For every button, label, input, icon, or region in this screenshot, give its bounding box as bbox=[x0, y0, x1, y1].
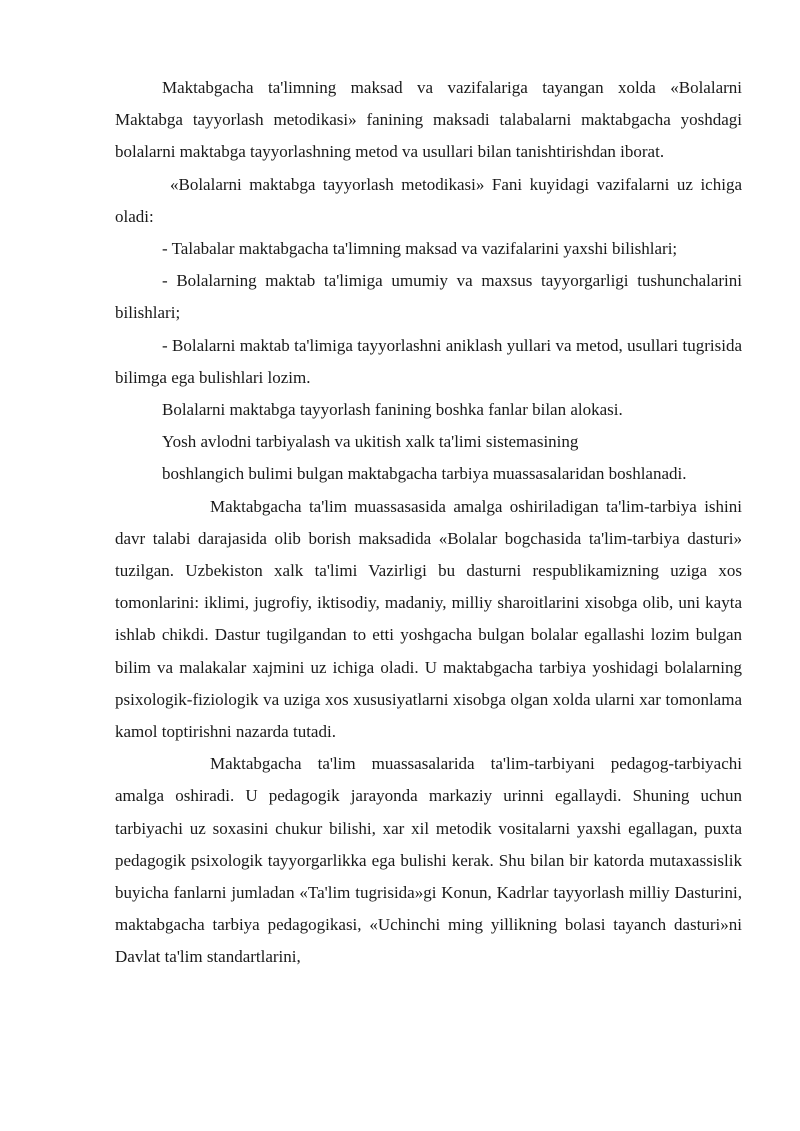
list-item-task-2: - Bolalarning maktab ta'limiga umumiy va maxsus tayyorgarligi tushunchalarini bilishlari; bbox=[115, 271, 742, 323]
paragraph-course-goal: Maktabgacha ta'limning maksad va vazifalariga tayangan xolda «Bolalarni Maktabga tayyorlash metodikasi» fanining maksadi talabalarni maktabgacha yoshdagi bolalarni maktabga tayyorlashning metod va usullari bilan tanishtirishdan iborat. bbox=[115, 78, 742, 162]
list-item-task-3: - Bolalarni maktab ta'limiga tayyorlashni aniklash yullari va metod, usullari tugrisida bilimga ega bulishlari lozim. bbox=[115, 335, 742, 387]
paragraph-program: Maktabgacha ta'lim muassasasida amalga oshiriladigan ta'lim-tarbiya ishini davr talabi darajasida olib borish maksadida «Bolalar bogchasida ta'lim-tarbiya dasturi» tuzilgan. Uzbekiston xalk ta'limi Vazirligi bu dasturni respublikamizning uziga xos tomonlarini: iklimi, jugrofiy, iktisodiy, madaniy, milliy sharoitlarini xisobga olib, uni kayta ishlab chikdi. Dastur tugilgandan to etti yoshgacha bulgan bolalar egallashi lozim bulgan bilim va malakalar xajmini uz ichiga oladi. U maktabgacha tarbiya yoshidagi bolalarning psixologik-fiziologik va uziga xos xususiyatlarni xisobga olgan xolda ularni xar tomonlama kamol toptirishni nazarda tutadi. bbox=[115, 496, 742, 742]
section-heading-relations: Bolalarni maktabga tayyorlash fanining boshka fanlar bilan alokasi. bbox=[162, 400, 623, 420]
document-page bbox=[115, 72, 742, 974]
paragraph-course-tasks-intro: «Bolalarni maktabga tayyorlash metodikasi» Fani kuyidagi vazifalarni uz ichiga oladi: bbox=[115, 174, 742, 226]
paragraph-line-preschool-start: boshlangich bulimi bulgan maktabgacha tarbiya muassasalaridan boshlanadi. bbox=[162, 464, 687, 484]
paragraph-educator: Maktabgacha ta'lim muassasalarida ta'lim-tarbiyani pedagog-tarbiyachi amalga oshiradi. U pedagogik jarayonda markaziy urinni egallaydi. Shuning uchun tarbiyachi uz soxasini chukur bilishi, xar xil metodik vositalarni yaxshi egallagan, puxta pedagogik psixologik tayyorgarlikka ega bulishi kerak. Shu bilan bir katorda mutaxassislik buyicha fanlarni jumladan «Ta'lim tugrisida»gi Konun, Kadrlar tayyorlash milliy Dasturini, maktabgacha tarbiya pedagogikasi, «Uchinchi ming yillikning bolasi tayanch dasturi»ni Davlat ta'lim standartlarini, bbox=[115, 754, 742, 967]
list-item-task-1: - Talabalar maktabgacha ta'limning maksad va vazifalarini yaxshi bilishlari; bbox=[162, 239, 678, 259]
paragraph-line-education-system: Yosh avlodni tarbiyalash va ukitish xalk ta'limi sistemasining bbox=[162, 432, 579, 452]
